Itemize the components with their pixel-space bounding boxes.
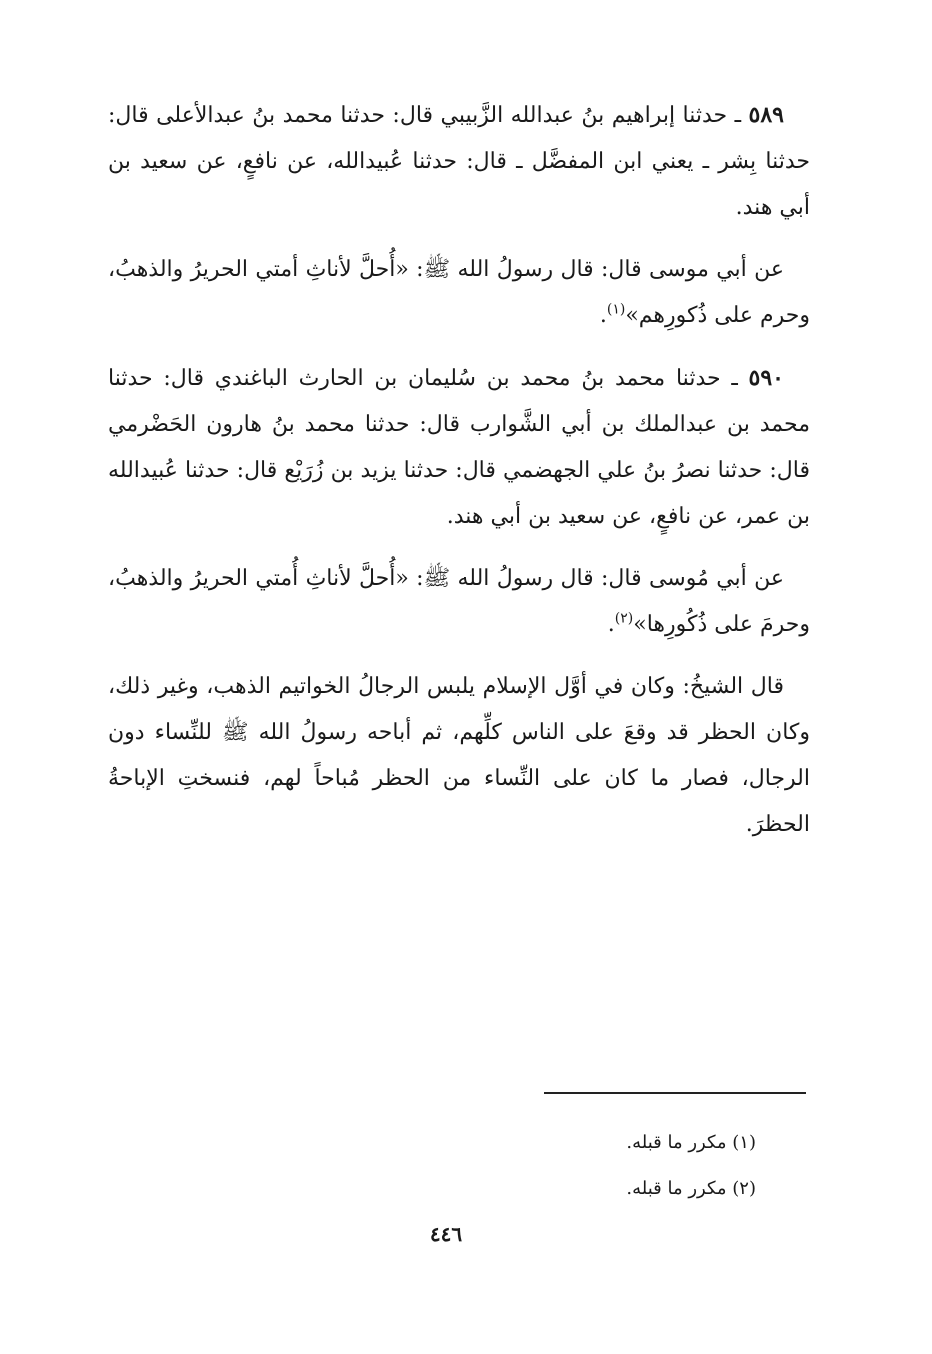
- footnote-marker-2[interactable]: (٢): [614, 610, 634, 627]
- hadith-590-matn: [108, 556, 810, 648]
- paragraph-tail: .: [599, 303, 607, 328]
- shaykh-commentary: [108, 664, 810, 848]
- hadith-590-isnad: [108, 355, 810, 540]
- hadith-589-isnad: [108, 92, 810, 231]
- paragraph-text: قال الشيخُ: وكان في أوَّل الإسلام يلبس الرجالُ الخواتيم الذهب، وغير ذلك، وكان الحظر قد وقعَ على الناس كلِّهم، ثم أباحه رسولُ الله ﷺ للنِّساء دون الرجال، فصار ما كان على النِّساء من الحظر مُباحاً لهم، فنسختِ الإباحةُ الحظرَ.: [108, 674, 811, 837]
- paragraph-tail: .: [607, 612, 615, 637]
- paragraph-text: ـ حدثنا إبراهيم بنُ عبدالله الزَّبيبي قال: حدثنا محمد بنُ عبدالأعلى قال: حدثنا بِشر ـ يعني ابن المفضَّل ـ قال: حدثنا عُبيدالله، عن نافعٍ، عن سعيد بن أبي هند.: [108, 103, 810, 220]
- footnote-divider: [544, 1092, 806, 1094]
- page-number: ٤٤٦: [429, 1222, 463, 1246]
- paragraph-text: ـ حدثنا محمد بنُ محمد بن سُليمان بن الحارث الباغندي قال: حدثنا محمد بن عبدالملك بن أبي الشَّوارب قال: حدثنا محمد بنُ هارون الحَضْرمي قال: حدثنا نصرُ بنُ علي الجهضمي قال: حدثنا يزيد بن زُرَيْع قال: حدثنا عُبيدالله بن عمر، عن نافعٍ، عن سعيد بن أبي هند.: [108, 366, 810, 529]
- hadith-number: ٥٩٠: [748, 365, 784, 391]
- footnotes: [540, 1120, 806, 1212]
- paragraph-text: عن أبي مُوسى قال: قال رسولُ الله ﷺ: «أُحلَّ لأناثِ أُمتي الحريرُ والذهبُ، وحرمَ على ذُكُورِها»: [108, 566, 810, 637]
- footnote-marker-1[interactable]: (١): [606, 301, 626, 318]
- footnote-1: (١) مكرر ما قبله.: [626, 1132, 756, 1153]
- footnote-2: (٢) مكرر ما قبله.: [626, 1178, 756, 1199]
- paragraph-text: عن أبي موسى قال: قال رسولُ الله ﷺ: «أُحلَّ لأناثِ أمتي الحريرُ والذهبُ، وحرم على ذُكورِهم»: [108, 257, 810, 328]
- main-text: [108, 92, 810, 864]
- hadith-589-matn: [108, 247, 810, 339]
- hadith-number: ٥٨٩: [748, 102, 784, 128]
